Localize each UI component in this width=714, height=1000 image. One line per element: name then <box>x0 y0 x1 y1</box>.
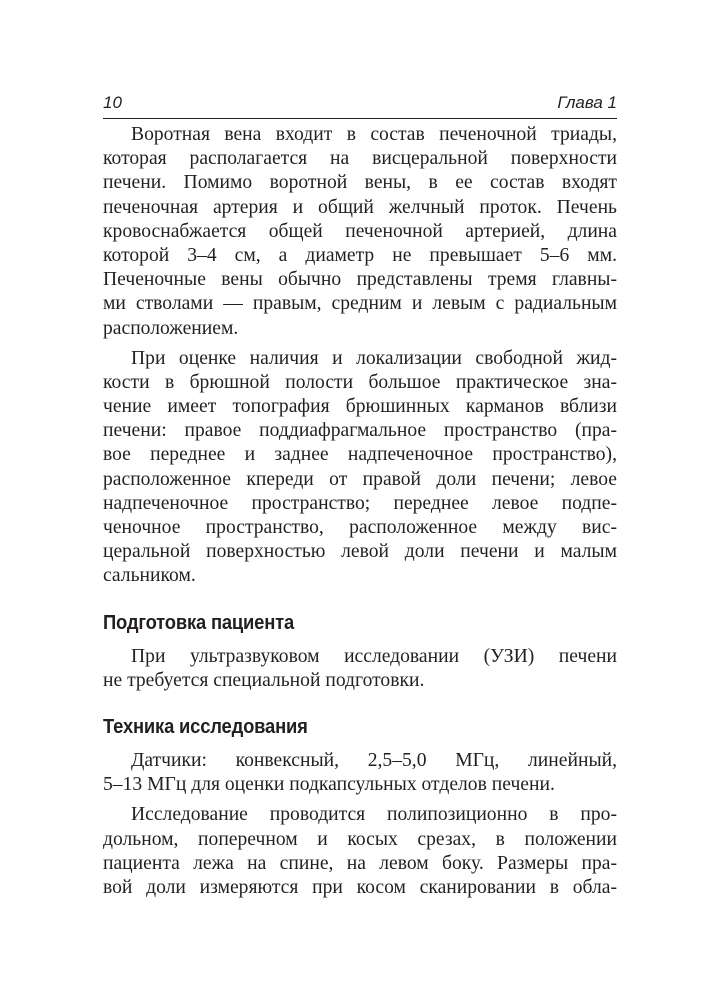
text-line: надпеченочное пространство; переднее левое подпе- <box>103 492 617 514</box>
text-line: При оценке наличия и локализации свободной жид- <box>131 347 617 369</box>
text-line: кровоснабжается общей печеночной артерией, длина <box>103 220 617 242</box>
text-line: которой 3–4 см, а диаметр не превышает 5–6 мм. <box>103 244 617 266</box>
text-line: сальником. <box>103 565 196 587</box>
text-line: Датчики: конвексный, 2,5–5,0 МГц, линейный, <box>131 749 617 771</box>
paragraph-free-fluid <box>103 347 617 589</box>
text-line: расположенное кпереди от правой доли печени; левое <box>103 468 617 490</box>
text-line: не требуется специальной подготовки. <box>103 669 425 691</box>
text-line: ченочное пространство, расположенное между вис- <box>103 517 617 538</box>
section-heading-preparation: Подготовка пациента <box>103 611 295 634</box>
text-line: Печеночные вены обычно представлены тремя главны- <box>103 269 617 291</box>
text-line: пациента лежа на спине, на левом боку. Размеры пра- <box>103 852 617 874</box>
text-line: чение имеет топография брюшинных карманов вблизи <box>103 396 617 418</box>
text-line: расположением. <box>103 317 239 339</box>
text-line: вое переднее и заднее надпеченочное пространство), <box>103 444 617 466</box>
text-line: кости в брюшной полости большое практическое зна- <box>103 371 617 393</box>
chapter-label: Глава 1 <box>557 93 617 112</box>
text-line: ми стволами — правым, средним и левым с радиальным <box>103 293 617 315</box>
section-heading-technique: Техника исследования <box>103 715 308 738</box>
paragraph-preparation <box>103 645 617 693</box>
page-body <box>103 119 617 900</box>
text-line: Исследование проводится полипозиционно в про- <box>131 804 617 826</box>
text-line: дольном, поперечном и косых срезах, в положении <box>103 828 617 850</box>
text-line: церальной поверхностью левой доли печени и малым <box>103 541 617 563</box>
page-number: 10 <box>103 93 122 112</box>
text-line: вой доли измеряются при косом сканировании в обла- <box>103 876 617 898</box>
text-line: печени. Помимо воротной вены, в ее состав входят <box>103 172 617 194</box>
paragraph-portal-vein <box>103 123 617 341</box>
running-head <box>103 90 617 119</box>
text-line: печеночная артерия и общий желчный проток. Печень <box>103 196 617 218</box>
text-line: которая располагается на висцеральной поверхности <box>103 148 617 170</box>
paragraph-procedure <box>103 803 617 900</box>
book-page <box>103 90 617 900</box>
text-line: 5–13 МГц для оценки подкапсульных отделов печени. <box>103 774 555 796</box>
text-line: При ультразвуковом исследовании (УЗИ) печени <box>131 645 617 667</box>
text-line: Воротная вена входит в состав печеночной триады, <box>131 124 617 145</box>
paragraph-transducers <box>103 749 617 797</box>
text-line: печени: правое поддиафрагмальное пространство (пра- <box>103 420 617 442</box>
